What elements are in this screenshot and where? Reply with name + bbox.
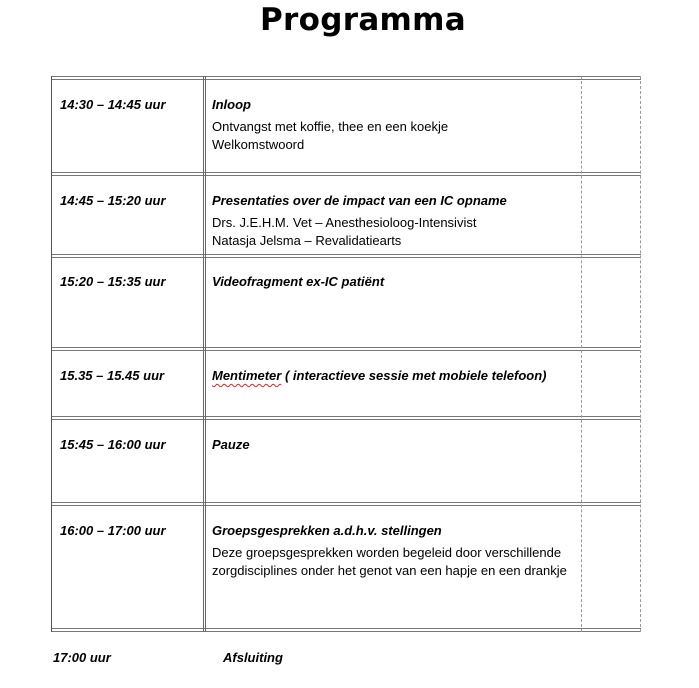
column-divider: [203, 76, 206, 632]
row-time: 14:45 – 15:20 uur: [60, 193, 166, 208]
table-rule: [51, 254, 641, 258]
row-activity: [212, 522, 580, 580]
closing-label: Afsluiting: [223, 650, 283, 665]
row-time: 15:45 – 16:00 uur: [60, 437, 166, 452]
program-table: [51, 76, 641, 632]
row-details: Deze groepsgesprekken worden begeleid door verschillende zorgdisciplines onder het genot van een hapje en een drankje: [212, 545, 567, 578]
row-heading: [212, 367, 580, 385]
table-rule: [51, 502, 641, 506]
table-rule: [51, 172, 641, 176]
row-heading: Groepsgesprekken a.d.h.v. stellingen: [212, 523, 442, 538]
column-divider: [581, 76, 582, 632]
table-border: [51, 76, 52, 632]
closing-time: 17:00 uur: [53, 650, 111, 665]
spellcheck-word: Mentimeter: [212, 368, 282, 383]
row-activity: [212, 436, 580, 458]
row-activity: [212, 273, 580, 295]
row-details: Ontvangst met koffie, thee en een koekje Welkomstwoord: [212, 119, 449, 152]
row-time: 16:00 – 17:00 uur: [60, 523, 166, 538]
table-rule: [51, 347, 641, 351]
table-rule: [51, 76, 641, 80]
row-time: 15:20 – 15:35 uur: [60, 274, 166, 289]
row-activity: [212, 367, 580, 389]
row-activity: [212, 192, 580, 250]
table-rule: [51, 628, 641, 632]
table-border: [640, 76, 641, 632]
row-time: 15.35 – 15.45 uur: [60, 368, 165, 383]
row-heading: Videofragment ex-IC patiënt: [212, 274, 385, 289]
row-activity: [212, 96, 580, 154]
row-heading-rest: ( interactieve sessie met mobiele telefoon): [281, 368, 547, 383]
page-title: Programma: [260, 2, 466, 38]
row-details: Drs. J.E.H.M. Vet – Anesthesioloog-Intensivist Natasja Jelsma – Revalidatiearts: [212, 215, 477, 248]
row-heading: Inloop: [212, 97, 251, 112]
row-heading: Presentaties over de impact van een IC opname: [212, 193, 507, 208]
row-time: 14:30 – 14:45 uur: [60, 97, 166, 112]
row-heading: Pauze: [212, 437, 250, 452]
table-rule: [51, 416, 641, 420]
